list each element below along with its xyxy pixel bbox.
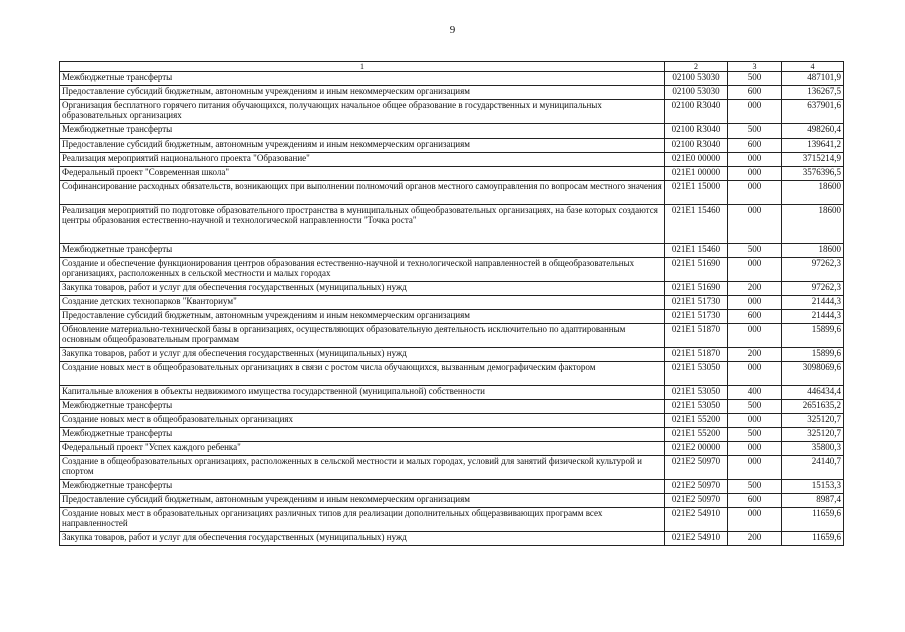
table-row <box>60 362 844 386</box>
row-name-cell: Создание и обеспечение функционирования центров образования естественно-научной и технологической направленностей в общеобразовательных организациях, расположенных в сельской местности и малых городах <box>60 258 665 282</box>
table-row <box>60 153 844 167</box>
table-row <box>60 428 844 442</box>
budget-table <box>59 61 844 546</box>
row-name-cell: Межбюджетные трансферты <box>60 72 665 86</box>
row-name-cell: Создание в общеобразовательных организациях, расположенных в сельской местности и малых городах, условий для занятий физической культурой и спортом <box>60 456 665 480</box>
row-amount-cell: 2651635,2 <box>782 400 844 414</box>
row-code-cell: 02100 53030 <box>665 72 728 86</box>
row-amount-cell: 24140,7 <box>782 456 844 480</box>
row-code-cell: 021E1 00000 <box>665 167 728 181</box>
row-code-cell: 021E1 53050 <box>665 362 728 386</box>
row-code-cell: 021E2 50970 <box>665 456 728 480</box>
page-number: 9 <box>449 24 456 36</box>
row-amount-cell: 15153,3 <box>782 480 844 494</box>
table-row <box>60 167 844 181</box>
row-code-cell: 021E1 53050 <box>665 400 728 414</box>
row-amount-cell: 325120,7 <box>782 428 844 442</box>
row-name-cell: Закупка товаров, работ и услуг для обеспечения государственных (муниципальных) нужд <box>60 282 665 296</box>
row-amount-cell: 35800,3 <box>782 442 844 456</box>
row-name-cell: Предоставление субсидий бюджетным, автономным учреждениям и иным некоммерческим организациям <box>60 494 665 508</box>
row-code-cell: 021E1 51870 <box>665 324 728 348</box>
row-type-cell: 000 <box>728 167 782 181</box>
row-name-cell: Предоставление субсидий бюджетным, автономным учреждениям и иным некоммерческим организациям <box>60 139 665 153</box>
row-code-cell: 021E1 51870 <box>665 348 728 362</box>
row-code-cell: 021E2 50970 <box>665 480 728 494</box>
row-name-cell: Создание новых мест в образовательных организациях различных типов для реализации дополнительных общеразвивающих программ всех направленностей <box>60 508 665 532</box>
row-code-cell: 02100 R3040 <box>665 139 728 153</box>
row-type-cell: 000 <box>728 324 782 348</box>
row-name-cell: Создание новых мест в общеобразовательных организациях в связи с ростом числа обучающихся, вызванным демографическим фактором <box>60 362 665 386</box>
row-code-cell: 021E1 51730 <box>665 310 728 324</box>
row-name-cell: Создание новых мест в общеобразовательных организациях <box>60 414 665 428</box>
row-amount-cell: 21444,3 <box>782 310 844 324</box>
table-row <box>60 310 844 324</box>
row-amount-cell: 3098069,6 <box>782 362 844 386</box>
row-name-cell: Федеральный проект "Современная школа" <box>60 167 665 181</box>
row-type-cell: 500 <box>728 400 782 414</box>
row-name-cell: Федеральный проект "Успех каждого ребенка" <box>60 442 665 456</box>
row-code-cell: 021E1 53050 <box>665 386 728 400</box>
row-code-cell: 02100 53030 <box>665 86 728 100</box>
row-amount-cell: 498260,4 <box>782 124 844 139</box>
row-code-cell: 021E1 51690 <box>665 282 728 296</box>
row-code-cell: 021E1 51690 <box>665 258 728 282</box>
table-row <box>60 258 844 282</box>
row-type-cell: 000 <box>728 100 782 124</box>
row-code-cell: 021E1 55200 <box>665 428 728 442</box>
row-code-cell: 021E2 00000 <box>665 442 728 456</box>
table-row <box>60 181 844 205</box>
row-code-cell: 02100 R3040 <box>665 124 728 139</box>
row-name-cell: Реализация мероприятий по подготовке образовательного пространства в муниципальных общеобразовательных организациях, на базе которых создаются центры образования естественно-научной и технологической направленности "Точка роста" <box>60 205 665 244</box>
row-type-cell: 000 <box>728 205 782 244</box>
row-amount-cell: 18600 <box>782 205 844 244</box>
row-name-cell: Обновление материально-технической базы в организациях, осуществляющих образовательную деятельность исключительно по адаптированным основным общеобразовательным программам <box>60 324 665 348</box>
row-type-cell: 500 <box>728 244 782 258</box>
row-amount-cell: 637901,6 <box>782 100 844 124</box>
header-col-2: 2 <box>665 62 728 72</box>
header-col-4: 4 <box>782 62 844 72</box>
table-row <box>60 456 844 480</box>
row-type-cell: 500 <box>728 124 782 139</box>
row-amount-cell: 97262,3 <box>782 258 844 282</box>
row-name-cell: Межбюджетные трансферты <box>60 124 665 139</box>
row-amount-cell: 15899,6 <box>782 324 844 348</box>
row-code-cell: 021E1 55200 <box>665 414 728 428</box>
table-row <box>60 508 844 532</box>
row-type-cell: 000 <box>728 414 782 428</box>
row-type-cell: 000 <box>728 153 782 167</box>
row-amount-cell: 139641,2 <box>782 139 844 153</box>
row-type-cell: 600 <box>728 139 782 153</box>
table-row <box>60 532 844 546</box>
row-name-cell: Организация бесплатного горячего питания обучающихся, получающих начальное общее образование в государственных и муниципальных образовательных организациях <box>60 100 665 124</box>
table-row <box>60 205 844 244</box>
table-row <box>60 348 844 362</box>
table-row <box>60 480 844 494</box>
row-name-cell: Предоставление субсидий бюджетным, автономным учреждениям и иным некоммерческим организациям <box>60 86 665 100</box>
table-row <box>60 414 844 428</box>
row-amount-cell: 15899,6 <box>782 348 844 362</box>
row-type-cell: 000 <box>728 442 782 456</box>
row-code-cell: 021E1 15460 <box>665 205 728 244</box>
row-name-cell: Межбюджетные трансферты <box>60 428 665 442</box>
row-name-cell: Предоставление субсидий бюджетным, автономным учреждениям и иным некоммерческим организациям <box>60 310 665 324</box>
row-type-cell: 000 <box>728 296 782 310</box>
row-amount-cell: 8987,4 <box>782 494 844 508</box>
row-name-cell: Софинансирование расходных обязательств, возникающих при выполнении полномочий органов местного самоуправления по вопросам местного значения <box>60 181 665 205</box>
row-name-cell: Закупка товаров, работ и услуг для обеспечения государственных (муниципальных) нужд <box>60 348 665 362</box>
row-type-cell: 400 <box>728 386 782 400</box>
row-amount-cell: 11659,6 <box>782 532 844 546</box>
row-code-cell: 021E1 51730 <box>665 296 728 310</box>
row-code-cell: 021E2 54910 <box>665 532 728 546</box>
header-col-3: 3 <box>728 62 782 72</box>
row-type-cell: 500 <box>728 72 782 86</box>
table-row <box>60 324 844 348</box>
row-type-cell: 000 <box>728 258 782 282</box>
table-row <box>60 100 844 124</box>
row-name-cell: Межбюджетные трансферты <box>60 400 665 414</box>
table-row <box>60 282 844 296</box>
table-row <box>60 139 844 153</box>
row-type-cell: 200 <box>728 282 782 296</box>
row-type-cell: 200 <box>728 348 782 362</box>
row-name-cell: Закупка товаров, работ и услуг для обеспечения государственных (муниципальных) нужд <box>60 532 665 546</box>
row-code-cell: 021E1 15460 <box>665 244 728 258</box>
table-row <box>60 442 844 456</box>
table-row <box>60 386 844 400</box>
table-row <box>60 494 844 508</box>
row-name-cell: Реализация мероприятий национального проекта "Образование" <box>60 153 665 167</box>
row-name-cell: Межбюджетные трансферты <box>60 480 665 494</box>
row-code-cell: 02100 R3040 <box>665 100 728 124</box>
row-type-cell: 500 <box>728 480 782 494</box>
row-name-cell: Создание детских технопарков "Кванториум" <box>60 296 665 310</box>
row-amount-cell: 3715214,9 <box>782 153 844 167</box>
row-amount-cell: 136267,5 <box>782 86 844 100</box>
table-row <box>60 86 844 100</box>
header-col-1: 1 <box>60 62 665 72</box>
row-amount-cell: 18600 <box>782 244 844 258</box>
table-row <box>60 244 844 258</box>
table-row <box>60 72 844 86</box>
header-row <box>60 62 844 72</box>
row-code-cell: 021E0 00000 <box>665 153 728 167</box>
row-amount-cell: 97262,3 <box>782 282 844 296</box>
row-amount-cell: 11659,6 <box>782 508 844 532</box>
table-row <box>60 400 844 414</box>
row-name-cell: Межбюджетные трансферты <box>60 244 665 258</box>
row-amount-cell: 487101,9 <box>782 72 844 86</box>
row-amount-cell: 325120,7 <box>782 414 844 428</box>
row-type-cell: 000 <box>728 362 782 386</box>
row-type-cell: 000 <box>728 508 782 532</box>
table-row <box>60 296 844 310</box>
row-amount-cell: 18600 <box>782 181 844 205</box>
row-type-cell: 500 <box>728 428 782 442</box>
row-name-cell: Капитальные вложения в объекты недвижимого имущества государственной (муниципальной) собственности <box>60 386 665 400</box>
row-amount-cell: 21444,3 <box>782 296 844 310</box>
row-code-cell: 021E2 50970 <box>665 494 728 508</box>
table-row <box>60 124 844 139</box>
row-type-cell: 000 <box>728 181 782 205</box>
row-amount-cell: 446434,4 <box>782 386 844 400</box>
row-amount-cell: 3576396,5 <box>782 167 844 181</box>
row-code-cell: 021E2 54910 <box>665 508 728 532</box>
row-type-cell: 600 <box>728 86 782 100</box>
row-type-cell: 200 <box>728 532 782 546</box>
row-code-cell: 021E1 15000 <box>665 181 728 205</box>
row-type-cell: 600 <box>728 494 782 508</box>
row-type-cell: 000 <box>728 456 782 480</box>
row-type-cell: 600 <box>728 310 782 324</box>
